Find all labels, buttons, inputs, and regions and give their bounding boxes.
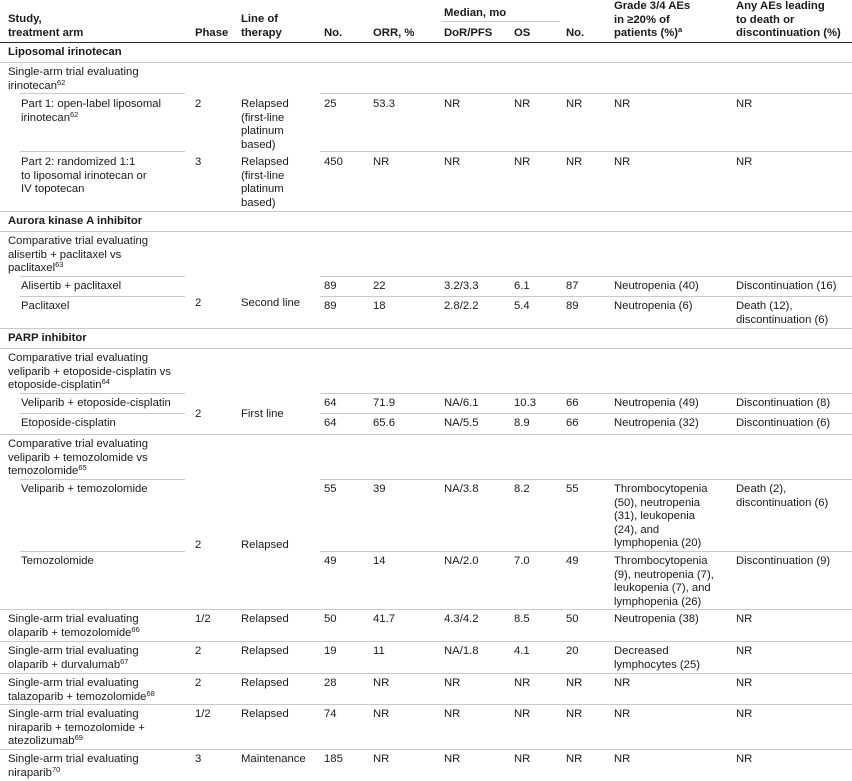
cell-dor: 2.8/2.2 — [444, 300, 479, 312]
cell-study: Single-arm trial evaluating olaparib + temozolomide$^{66}$ — [8, 613, 140, 639]
cell-no: 49 — [324, 555, 337, 567]
cell-aes: Death (12), discontinuation (6) — [736, 300, 829, 326]
cell-arm: Alisertib + paclitaxel — [21, 280, 122, 292]
section-liposomal-irinotecan: Liposomal irinotecan — [8, 46, 122, 58]
cell-os: 5.4 — [514, 300, 530, 312]
cell-grade: Neutropenia (38) — [614, 613, 699, 625]
header-no-2: No. — [566, 27, 585, 39]
header-any-aes: Any AEs leading to death or discontinuation (%) — [736, 0, 841, 39]
cell-grade: Neutropenia (40) — [614, 280, 699, 292]
cell-phase: 1/2 — [195, 613, 211, 625]
cell-phase: 1/2 — [195, 708, 211, 720]
reference-number: 68 — [146, 688, 155, 698]
cell-no: 89 — [324, 300, 337, 312]
reference-number: 63 — [55, 260, 64, 269]
reference-number: 62 — [69, 109, 79, 119]
cell-phase: 2 — [195, 297, 202, 309]
sub-row-divider — [320, 296, 852, 297]
cell-no: 89 — [324, 280, 337, 292]
header-phase: Phase — [195, 27, 229, 39]
header-rule — [0, 42, 852, 43]
cell-aes: Discontinuation (16) — [736, 280, 837, 292]
cell-no: 74 — [324, 708, 337, 720]
cell-arm: Veliparib + temozolomide — [21, 483, 148, 495]
cell-no2: 20 — [566, 645, 579, 657]
cell-dor: NA/6.1 — [444, 397, 479, 409]
cell-line: Relapsed (first-line platinum based) — [241, 156, 289, 209]
header-line-of-therapy: Line of therapy — [241, 13, 282, 39]
cell-dor: NA/5.5 — [444, 417, 479, 429]
cell-grade: NR — [614, 677, 631, 689]
cell-study: Single-arm trial evaluating niraparib + temozolomide + atezolizumab$^{69}$ — [8, 708, 145, 747]
cell-no: 25 — [324, 98, 337, 110]
cell-no2: 89 — [566, 300, 579, 312]
cell-orr: 41.7 — [373, 613, 395, 625]
row-divider — [0, 62, 852, 63]
cell-orr: NR — [373, 677, 390, 689]
header-grade-aes: Grade 3/4 AEs in ≥20% of patients (%)$^a$ — [614, 0, 691, 39]
reference-number: 64 — [101, 377, 110, 386]
cell-study: Single-arm trial evaluating olaparib + durvalumab$^{67}$ — [8, 645, 139, 671]
row-divider — [0, 348, 852, 349]
cell-phase: 2 — [195, 98, 202, 110]
cell-arm: Paclitaxel — [21, 300, 70, 312]
sub-row-divider — [320, 93, 852, 94]
cell-grade: NR — [614, 753, 631, 765]
row-divider — [0, 328, 852, 329]
reference-number: 66 — [131, 624, 140, 634]
cell-no: 64 — [324, 397, 337, 409]
cell-aes: NR — [736, 753, 753, 765]
row-divider — [0, 609, 852, 610]
cell-phase: 3 — [195, 156, 202, 168]
cell-dor: NR — [444, 708, 461, 720]
cell-no2: 50 — [566, 613, 579, 625]
cell-orr: 71.9 — [373, 397, 395, 409]
cell-phase: 2 — [195, 408, 202, 420]
footnote-marker: a — [678, 25, 683, 34]
cell-dor: NA/2.0 — [444, 555, 479, 567]
cell-study: Single-arm trial evaluating irinotecan$^{62}$ — [8, 66, 139, 92]
row-divider — [0, 434, 852, 435]
reference-number: 70 — [51, 764, 61, 774]
cell-aes: Discontinuation (6) — [736, 417, 831, 429]
sub-row-divider — [20, 479, 185, 480]
header-dor-pfs: DoR/PFS — [444, 27, 493, 39]
cell-os: 8.2 — [514, 483, 530, 495]
row-divider — [0, 749, 852, 750]
cell-no2: 66 — [566, 417, 579, 429]
cell-study: Comparative trial evaluating veliparib + etoposide-cisplatin vs etoposide-cisplatin$^{64}$ — [8, 352, 171, 391]
header-median: Median, mo — [444, 7, 507, 19]
cell-phase: 2 — [195, 645, 202, 657]
cell-grade: Neutropenia (49) — [614, 397, 699, 409]
cell-no2: NR — [566, 156, 583, 168]
cell-line: Relapsed — [241, 677, 289, 689]
cell-line: Relapsed — [241, 708, 289, 720]
cell-aes: NR — [736, 645, 753, 657]
cell-no: 50 — [324, 613, 337, 625]
cell-no2: NR — [566, 708, 583, 720]
cell-orr: 14 — [373, 555, 386, 567]
cell-os: NR — [514, 98, 531, 110]
cell-aes: NR — [736, 677, 753, 689]
cell-line: Relapsed (first-line platinum based) — [241, 98, 289, 151]
header-orr: ORR, % — [373, 27, 415, 39]
header-no: No. — [324, 27, 343, 39]
cell-os: NR — [514, 156, 531, 168]
sub-row-divider — [20, 276, 185, 277]
sub-row-divider — [320, 413, 852, 414]
cell-no: 450 — [324, 156, 343, 168]
cell-no2: NR — [566, 677, 583, 689]
reference-number: 69 — [74, 733, 83, 742]
cell-orr: 53.3 — [373, 98, 395, 110]
reference-number: 65 — [78, 463, 87, 472]
cell-no: 19 — [324, 645, 337, 657]
cell-study: Comparative trial evaluating alisertib + paclitaxel vs paclitaxel$^{63}$ — [8, 235, 149, 274]
cell-orr: 39 — [373, 483, 386, 495]
cell-aes: NR — [736, 613, 753, 625]
cell-aes: NR — [736, 98, 753, 110]
cell-no2: 87 — [566, 280, 579, 292]
cell-orr: 18 — [373, 300, 386, 312]
cell-aes: NR — [736, 156, 753, 168]
cell-arm: Temozolomide — [21, 555, 94, 567]
cell-dor: NA/1.8 — [444, 645, 479, 657]
cell-phase: 2 — [195, 539, 202, 551]
row-divider — [0, 231, 852, 232]
cell-grade: Decreased lymphocytes (25) — [614, 645, 701, 671]
cell-study: Single-arm trial evaluating niraparib$^{70}$ — [8, 753, 139, 779]
cell-os: 6.1 — [514, 280, 530, 292]
cell-os: NR — [514, 753, 531, 765]
cell-grade: Neutropenia (6) — [614, 300, 693, 312]
median-underline — [442, 21, 560, 22]
cell-grade: Neutropenia (32) — [614, 417, 699, 429]
sub-row-divider — [20, 551, 185, 552]
cell-os: 8.9 — [514, 417, 530, 429]
cell-dor: NR — [444, 753, 461, 765]
sub-row-divider — [320, 551, 852, 552]
cell-os: 4.1 — [514, 645, 530, 657]
cell-orr: NR — [373, 156, 390, 168]
row-divider — [0, 704, 852, 705]
cell-no2: 49 — [566, 555, 579, 567]
cell-no: 185 — [324, 753, 343, 765]
reference-number: 62 — [56, 77, 66, 87]
cell-line: Relapsed — [241, 539, 289, 551]
sub-row-divider — [320, 393, 852, 394]
cell-os: 8.5 — [514, 613, 530, 625]
sub-row-divider — [320, 479, 852, 480]
section-parp-inhibitor: PARP inhibitor — [8, 332, 87, 344]
cell-aes: Discontinuation (8) — [736, 397, 831, 409]
cell-no2: NR — [566, 98, 583, 110]
cell-dor: 3.2/3.3 — [444, 280, 479, 292]
sub-row-divider — [20, 93, 185, 94]
sub-row-divider — [20, 151, 185, 152]
row-divider — [0, 211, 852, 212]
cell-grade: NR — [614, 708, 631, 720]
sub-row-divider — [20, 413, 185, 414]
header-study: Study, treatment arm — [8, 13, 84, 39]
cell-orr: 22 — [373, 280, 386, 292]
cell-aes: Death (2), discontinuation (6) — [736, 483, 829, 509]
cell-os: 10.3 — [514, 397, 536, 409]
sub-row-divider — [320, 151, 852, 152]
cell-no: 64 — [324, 417, 337, 429]
cell-dor: NA/3.8 — [444, 483, 479, 495]
cell-dor: NR — [444, 98, 461, 110]
row-divider — [0, 641, 852, 642]
header-os: OS — [514, 27, 531, 39]
cell-phase: 2 — [195, 677, 202, 689]
cell-arm: Veliparib + etoposide-cisplatin — [21, 397, 171, 409]
cell-line: Relapsed — [241, 645, 289, 657]
cell-dor: 4.3/4.2 — [444, 613, 479, 625]
reference-number: 67 — [120, 656, 129, 666]
cell-line: First line — [241, 408, 284, 420]
cell-orr: NR — [373, 708, 390, 720]
cell-study: Comparative trial evaluating veliparib + temozolomide vs temozolomide$^{65}$ — [8, 438, 149, 477]
cell-orr: 65.6 — [373, 417, 395, 429]
cell-arm: Etoposide-cisplatin — [21, 417, 116, 429]
cell-dor: NR — [444, 677, 461, 689]
cell-os: NR — [514, 708, 531, 720]
row-divider — [0, 673, 852, 674]
cell-aes: Discontinuation (9) — [736, 555, 831, 567]
cell-no2: NR — [566, 753, 583, 765]
cell-line: Second line — [241, 297, 301, 309]
cell-phase: 3 — [195, 753, 202, 765]
cell-os: NR — [514, 677, 531, 689]
cell-no: 55 — [324, 483, 337, 495]
cell-grade: NR — [614, 98, 631, 110]
sub-row-divider — [20, 296, 185, 297]
cell-aes: NR — [736, 708, 753, 720]
sub-row-divider — [20, 393, 185, 394]
cell-orr: NR — [373, 753, 390, 765]
cell-study: Single-arm trial evaluating talazoparib + temozolomide$^{68}$ — [8, 677, 155, 703]
cell-dor: NR — [444, 156, 461, 168]
cell-no2: 55 — [566, 483, 579, 495]
cell-os: 7.0 — [514, 555, 530, 567]
cell-arm: Part 1: open-label liposomal irinotecan$^{62}$ — [21, 98, 162, 124]
cell-line: Relapsed — [241, 613, 289, 625]
cell-grade: Thrombocytopenia (50), neutropenia (31), leukopenia (24), and lymphopenia (20) — [614, 483, 708, 549]
cell-grade: NR — [614, 156, 631, 168]
cell-grade: Thrombocytopenia (9), neutropenia (7), leukopenia (7), and lymphopenia (26) — [614, 555, 714, 608]
cell-arm: Part 2: randomized 1:1 to liposomal irinotecan or IV topotecan — [21, 156, 147, 195]
section-aurora-kinase: Aurora kinase A inhibitor — [8, 215, 143, 227]
cell-orr: 11 — [373, 645, 385, 657]
cell-line: Maintenance — [241, 753, 306, 765]
cell-no: 28 — [324, 677, 337, 689]
cell-no2: 66 — [566, 397, 579, 409]
sub-row-divider — [320, 276, 852, 277]
